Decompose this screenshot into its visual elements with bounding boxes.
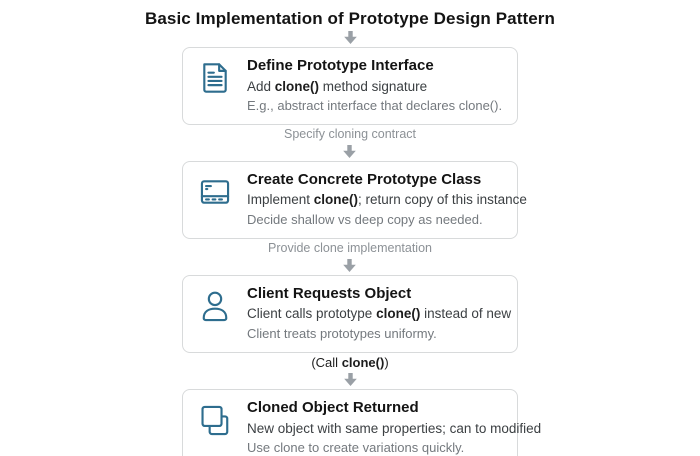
step-title: Define Prototype Interface: [247, 57, 434, 74]
step-detail: Add clone() method signature: [247, 78, 428, 94]
step-title: Client Requests Object: [247, 284, 412, 302]
document-icon: [196, 59, 234, 97]
step-note: E.g., abstract interface that declares clone().: [247, 98, 503, 114]
copy-icon: [196, 401, 234, 439]
step-box-define-prototype-interface: [182, 47, 518, 125]
connector-step1-to-step2: [284, 127, 416, 158]
step-detail: Client calls prototype clone() instead of new: [247, 306, 512, 322]
connector-step2-to-step3: [268, 241, 432, 272]
diagram-title: Basic Implementation of Prototype Design Pattern: [144, 9, 556, 28]
card-icon: [196, 173, 234, 211]
down-arrow-icon: [343, 373, 358, 386]
step-title: Create Concrete Prototype Class: [247, 170, 482, 188]
step-detail: Implement clone(); return copy of this instance: [247, 192, 527, 208]
step-box-client-requests-object: [182, 275, 518, 353]
step-box-create-concrete-prototype-class: [182, 161, 527, 239]
step-detail: New object with same properties; can to modified: [247, 420, 542, 436]
down-arrow-icon: [343, 31, 358, 44]
down-arrow-icon: [342, 145, 357, 158]
step-note: Decide shallow vs deep copy as needed.: [247, 212, 483, 228]
step-title: Cloned Object Returned: [247, 399, 419, 417]
connector-title-to-step1: [343, 31, 358, 44]
step-note: Client treats prototypes uniformy.: [247, 326, 437, 342]
connector-label: Specify cloning contract: [283, 126, 416, 141]
person-icon: [196, 287, 234, 325]
connector-label: Provide clone implementation: [268, 240, 432, 255]
down-arrow-icon: [342, 259, 357, 272]
step-note: Use clone to create variations quickly.: [247, 440, 465, 456]
connector-label: (Call clone()): [311, 354, 389, 370]
connector-step3-to-step4: [311, 355, 388, 387]
step-box-cloned-object-returned: [182, 389, 542, 456]
